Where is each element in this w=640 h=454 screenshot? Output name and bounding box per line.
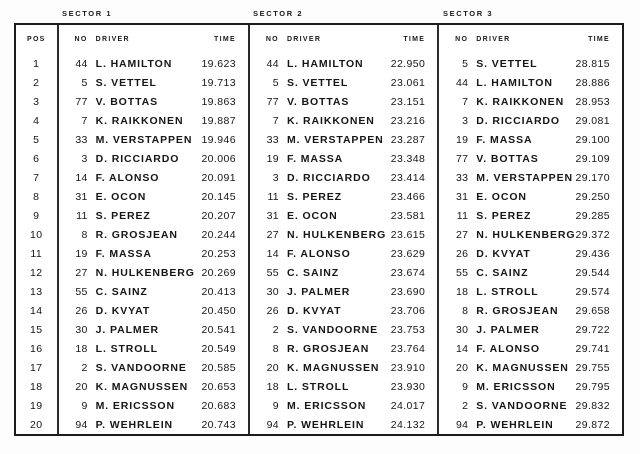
sector-time: 29.544	[575, 266, 610, 279]
sector-time: 22.950	[390, 57, 426, 70]
car-number: 18	[75, 342, 88, 355]
table-row	[250, 187, 437, 206]
sector-label-1: SECTOR 1	[62, 9, 113, 18]
sector-time: 23.930	[390, 380, 426, 393]
driver-name: E. OCON	[286, 209, 338, 222]
car-number: 27	[455, 228, 469, 241]
sector-header-row	[250, 25, 437, 54]
car-number: 30	[455, 323, 469, 336]
table-row	[250, 130, 437, 149]
table-row	[59, 263, 248, 282]
driver-name: M. VERSTAPPEN	[476, 171, 573, 184]
car-number: 33	[266, 133, 279, 146]
sector-rows	[59, 54, 248, 434]
driver-name: S. VETTEL	[286, 76, 349, 89]
car-number: 11	[456, 209, 469, 222]
table-row	[59, 149, 248, 168]
table-row	[250, 206, 437, 225]
car-number: 31	[266, 209, 279, 222]
pos-cell: 6	[33, 152, 40, 165]
pos-cell: 19	[29, 399, 43, 412]
driver-name: S. PEREZ	[95, 209, 151, 222]
sector-time: 23.466	[390, 190, 426, 203]
sector-time: 29.081	[575, 114, 610, 127]
pos-cell: 20	[29, 418, 43, 431]
car-number: 27	[266, 228, 279, 241]
driver-name: M. VERSTAPPEN	[95, 133, 193, 146]
sector-time: 20.743	[201, 418, 236, 431]
car-number: 8	[462, 304, 469, 317]
sector-time: 23.151	[390, 95, 426, 108]
driver-name: F. MASSA	[476, 133, 533, 146]
sector-time: 29.658	[575, 304, 610, 317]
pos-cell: 7	[33, 171, 40, 184]
driver-name: V. BOTTAS	[286, 95, 350, 108]
sector-time: 20.145	[201, 190, 236, 203]
sector-time: 23.216	[390, 114, 426, 127]
table-row	[59, 130, 248, 149]
col-time-header: TIME	[588, 36, 610, 43]
driver-name: V. BOTTAS	[95, 95, 158, 108]
table-row	[59, 92, 248, 111]
car-number: 44	[455, 76, 469, 89]
table-row	[439, 263, 622, 282]
col-no-header: NO	[455, 36, 469, 43]
driver-name: K. RAIKKONEN	[95, 114, 184, 127]
sector-time: 29.109	[575, 152, 610, 165]
driver-name: D. RICCIARDO	[95, 152, 180, 165]
sector-time: 23.706	[390, 304, 426, 317]
table-row	[439, 168, 622, 187]
car-number: 20	[455, 361, 469, 374]
table-row	[250, 263, 437, 282]
driver-name: L. STROLL	[476, 285, 539, 298]
sector-time: 24.017	[390, 399, 426, 412]
table-row	[59, 111, 248, 130]
table-row	[59, 339, 248, 358]
pos-cell: 18	[29, 380, 43, 393]
car-number: 11	[76, 209, 88, 222]
driver-name: D. RICCIARDO	[286, 171, 371, 184]
car-number: 20	[75, 380, 88, 393]
table-row	[59, 244, 248, 263]
car-number: 3	[272, 171, 279, 184]
table-row	[59, 168, 248, 187]
driver-name: P. WEHRLEIN	[476, 418, 554, 431]
driver-name: P. WEHRLEIN	[95, 418, 174, 431]
col-no-header: NO	[265, 36, 279, 43]
sector-time: 20.269	[201, 266, 236, 279]
table-row	[439, 377, 622, 396]
table-row	[439, 225, 622, 244]
table-row	[250, 111, 437, 130]
table-row	[250, 225, 437, 244]
col-driver-header: DRIVER	[476, 36, 511, 43]
driver-name: F. ALONSO	[476, 342, 540, 355]
col-no-header: NO	[74, 36, 88, 43]
sector-label-2: SECTOR 2	[253, 9, 304, 18]
car-number: 31	[455, 190, 469, 203]
car-number: 19	[455, 133, 469, 146]
driver-name: L. HAMILTON	[95, 57, 173, 70]
col-driver-header: DRIVER	[286, 36, 322, 43]
sector-time: 20.207	[201, 209, 236, 222]
pos-cell: 12	[29, 266, 43, 279]
driver-name: C. SAINZ	[286, 266, 340, 279]
table-row	[59, 415, 248, 434]
driver-name: S. VETTEL	[476, 57, 538, 70]
car-number: 11	[267, 190, 279, 203]
driver-name: N. HULKENBERG	[476, 228, 576, 241]
sector-time: 20.585	[201, 361, 236, 374]
driver-name: R. GROSJEAN	[95, 228, 178, 241]
pos-cells	[16, 54, 57, 434]
table-row	[439, 187, 622, 206]
pos-cell: 17	[29, 361, 43, 374]
car-number: 8	[81, 228, 88, 241]
driver-name: D. KVYAT	[476, 247, 531, 260]
car-number: 20	[266, 361, 279, 374]
driver-name: D. KVYAT	[95, 304, 151, 317]
driver-name: K. RAIKKONEN	[476, 95, 565, 108]
table-row	[250, 396, 437, 415]
pos-cell: 10	[29, 228, 43, 241]
car-number: 33	[455, 171, 469, 184]
sector-header-row	[59, 25, 248, 54]
sector-time: 23.615	[390, 228, 426, 241]
table-row	[59, 187, 248, 206]
car-number: 55	[75, 285, 88, 298]
pos-cell: 1	[33, 57, 40, 70]
col-driver-header: DRIVER	[95, 36, 130, 43]
table-row	[439, 92, 622, 111]
car-number: 18	[455, 285, 469, 298]
sector-rows	[250, 54, 437, 434]
car-number: 94	[266, 418, 279, 431]
table-row	[59, 73, 248, 92]
col-time-header: TIME	[214, 36, 236, 43]
table-row	[439, 111, 622, 130]
car-number: 77	[75, 95, 88, 108]
driver-name: K. RAIKKONEN	[286, 114, 375, 127]
driver-name: C. SAINZ	[476, 266, 529, 279]
car-number: 55	[266, 266, 279, 279]
col-time-header: TIME	[403, 36, 426, 43]
sector-time: 28.953	[575, 95, 610, 108]
car-number: 30	[266, 285, 279, 298]
table-row	[439, 282, 622, 301]
car-number: 2	[81, 361, 88, 374]
sector-time: 24.132	[390, 418, 426, 431]
table-row	[250, 282, 437, 301]
table-row	[59, 301, 248, 320]
driver-name: M. VERSTAPPEN	[286, 133, 384, 146]
driver-name: F. MASSA	[286, 152, 344, 165]
table-row	[439, 339, 622, 358]
sector-time: 19.863	[201, 95, 236, 108]
sector-time: 29.755	[575, 361, 610, 374]
car-number: 14	[266, 247, 279, 260]
sector-time: 23.753	[390, 323, 426, 336]
table-row	[250, 301, 437, 320]
table-row	[59, 54, 248, 73]
car-number: 33	[75, 133, 88, 146]
table-row	[439, 320, 622, 339]
driver-name: S. VANDOORNE	[476, 399, 568, 412]
driver-name: S. VETTEL	[95, 76, 157, 89]
driver-name: L. STROLL	[95, 342, 158, 355]
car-number: 31	[75, 190, 88, 203]
driver-name: M. ERICSSON	[95, 399, 175, 412]
driver-name: L. HAMILTON	[476, 76, 553, 89]
car-number: 2	[272, 323, 279, 336]
driver-name: F. ALONSO	[286, 247, 351, 260]
driver-name: K. MAGNUSSEN	[95, 380, 189, 393]
car-number: 26	[75, 304, 88, 317]
table-row	[439, 358, 622, 377]
car-number: 18	[266, 380, 279, 393]
sector-time: 29.285	[575, 209, 610, 222]
sector-time: 29.722	[575, 323, 610, 336]
pos-cell: 15	[29, 323, 43, 336]
sector-time: 20.091	[201, 171, 236, 184]
sector-time: 23.629	[390, 247, 426, 260]
driver-name: P. WEHRLEIN	[286, 418, 365, 431]
sector-header-row	[439, 25, 622, 54]
sector-time: 29.372	[575, 228, 610, 241]
sector-time: 20.253	[201, 247, 236, 260]
driver-name: S. VANDOORNE	[286, 323, 379, 336]
car-number: 77	[266, 95, 279, 108]
sector-time: 23.910	[390, 361, 426, 374]
table-row	[250, 244, 437, 263]
sector-time: 20.413	[201, 285, 236, 298]
sector-panel-1	[58, 25, 248, 434]
table-row	[250, 92, 437, 111]
sector-panel-3	[438, 25, 622, 434]
table-row	[250, 358, 437, 377]
sector-time: 29.795	[575, 380, 610, 393]
table-row	[439, 54, 622, 73]
driver-name: J. PALMER	[286, 285, 351, 298]
driver-name: F. ALONSO	[95, 171, 160, 184]
table-row	[250, 377, 437, 396]
car-number: 7	[272, 114, 279, 127]
car-number: 19	[75, 247, 88, 260]
car-number: 94	[455, 418, 469, 431]
pos-cell: 9	[33, 209, 40, 222]
sector-time: 20.244	[201, 228, 236, 241]
table-row	[250, 149, 437, 168]
car-number: 8	[272, 342, 279, 355]
sector-time: 19.623	[201, 57, 236, 70]
car-number: 27	[75, 266, 88, 279]
sector-time: 20.006	[201, 152, 236, 165]
driver-name: R. GROSJEAN	[286, 342, 370, 355]
sector-time: 23.674	[390, 266, 426, 279]
sector-time: 23.414	[390, 171, 426, 184]
table-row	[439, 244, 622, 263]
table-row	[439, 301, 622, 320]
driver-name: M. ERICSSON	[286, 399, 367, 412]
driver-name: E. OCON	[476, 190, 527, 203]
car-number: 77	[455, 152, 469, 165]
car-number: 9	[462, 380, 469, 393]
sector-time: 29.832	[575, 399, 610, 412]
table-row	[250, 73, 437, 92]
table-row	[59, 358, 248, 377]
table-row	[439, 206, 622, 225]
sector-time: 23.061	[390, 76, 426, 89]
car-number: 5	[81, 76, 88, 89]
car-number: 94	[75, 418, 88, 431]
sector-time: 29.741	[575, 342, 610, 355]
driver-name: K. MAGNUSSEN	[286, 361, 380, 374]
driver-name: D. RICCIARDO	[476, 114, 560, 127]
pos-cell: 16	[29, 342, 43, 355]
sector-time: 23.690	[390, 285, 426, 298]
driver-name: D. KVYAT	[286, 304, 342, 317]
car-number: 26	[266, 304, 279, 317]
table-row	[439, 73, 622, 92]
car-number: 44	[266, 57, 279, 70]
car-number: 5	[272, 76, 279, 89]
table-row	[59, 320, 248, 339]
car-number: 14	[75, 171, 88, 184]
pos-cell: 3	[33, 95, 40, 108]
sector-time: 29.100	[575, 133, 610, 146]
sector-time: 23.764	[390, 342, 426, 355]
sector-rows	[439, 54, 622, 434]
table-row	[439, 149, 622, 168]
driver-name: L. HAMILTON	[286, 57, 364, 70]
sector-time: 20.683	[201, 399, 236, 412]
sector-time: 19.713	[201, 76, 236, 89]
pos-cell: 13	[29, 285, 43, 298]
table-row	[250, 168, 437, 187]
pos-cell: 14	[29, 304, 43, 317]
car-number: 5	[462, 57, 469, 70]
car-number: 19	[266, 152, 279, 165]
sector-time: 19.946	[201, 133, 236, 146]
sector-time: 29.436	[575, 247, 610, 260]
car-number: 3	[81, 152, 88, 165]
pos-cell: 2	[33, 76, 40, 89]
car-number: 30	[75, 323, 88, 336]
driver-name: E. OCON	[95, 190, 147, 203]
sector-time: 20.450	[201, 304, 236, 317]
table-row	[250, 320, 437, 339]
driver-name: S. VANDOORNE	[95, 361, 187, 374]
car-number: 7	[81, 114, 88, 127]
driver-name: N. HULKENBERG	[286, 228, 387, 241]
driver-name: L. STROLL	[286, 380, 350, 393]
pos-cell: 4	[33, 114, 40, 127]
table-row	[439, 396, 622, 415]
sector-time: 20.549	[201, 342, 236, 355]
car-number: 9	[81, 399, 88, 412]
car-number: 7	[462, 95, 469, 108]
sector-time: 19.887	[201, 114, 236, 127]
table-row	[59, 206, 248, 225]
table-row	[59, 396, 248, 415]
pos-header: POS	[26, 36, 46, 43]
car-number: 44	[75, 57, 88, 70]
sector-time: 29.872	[575, 418, 610, 431]
sector-time: 29.250	[575, 190, 610, 203]
car-number: 9	[272, 399, 279, 412]
sector-time: 20.653	[201, 380, 236, 393]
driver-name: M. ERICSSON	[476, 380, 556, 393]
driver-name: K. MAGNUSSEN	[476, 361, 569, 374]
timing-table	[14, 23, 624, 436]
table-row	[59, 225, 248, 244]
pos-cell: 8	[33, 190, 40, 203]
sector-time: 23.348	[390, 152, 426, 165]
sector-time: 29.574	[575, 285, 610, 298]
driver-name: R. GROSJEAN	[476, 304, 559, 317]
driver-name: N. HULKENBERG	[95, 266, 195, 279]
pos-cell: 11	[30, 247, 43, 260]
pos-cell: 5	[33, 133, 40, 146]
driver-name: F. MASSA	[95, 247, 152, 260]
driver-name: J. PALMER	[95, 323, 159, 336]
table-row	[59, 377, 248, 396]
sector-time: 28.815	[575, 57, 610, 70]
pos-column	[16, 25, 57, 434]
driver-name: S. PEREZ	[286, 190, 342, 203]
table-row	[250, 415, 437, 434]
car-number: 14	[455, 342, 469, 355]
table-row	[250, 54, 437, 73]
sector-panel-2	[249, 25, 437, 434]
sector-time: 29.170	[575, 171, 610, 184]
car-number: 3	[462, 114, 469, 127]
driver-name: C. SAINZ	[95, 285, 148, 298]
sector-time: 23.581	[390, 209, 426, 222]
sector-time: 28.886	[575, 76, 610, 89]
car-number: 26	[455, 247, 469, 260]
sector-time: 23.287	[390, 133, 426, 146]
table-row	[439, 415, 622, 434]
driver-name: V. BOTTAS	[476, 152, 539, 165]
table-row	[59, 282, 248, 301]
car-number: 2	[462, 399, 469, 412]
car-number: 55	[455, 266, 469, 279]
driver-name: J. PALMER	[476, 323, 540, 336]
sector-label-3: SECTOR 3	[443, 9, 494, 18]
sector-time: 20.541	[201, 323, 236, 336]
table-row	[439, 130, 622, 149]
table-row	[250, 339, 437, 358]
driver-name: S. PEREZ	[476, 209, 532, 222]
